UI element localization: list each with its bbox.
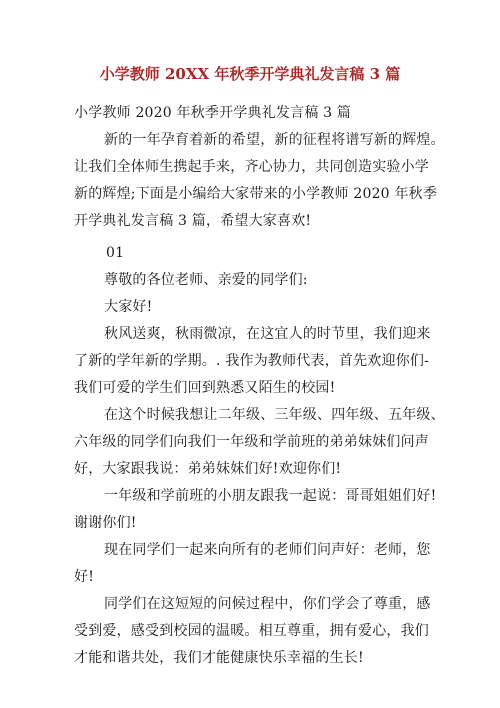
document-subtitle: 小学教师 2020 年秋季开学典礼发言稿 3 篇 — [74, 105, 352, 121]
text-line: 受到爱，感受到校园的温暖。相互尊重，拥有爱心，我们 — [74, 623, 429, 639]
text-line: 秋风送爽，秋雨微凉，在这宜人的时节里，我们迎来 — [104, 326, 431, 342]
text-line: 好! — [74, 569, 95, 585]
paragraph — [74, 483, 437, 537]
text-line: 六年级的同学们向我们一年级和学前班的弟弟妹妹们问声 — [74, 434, 429, 450]
text-line: 了新的学年新的学期。. 我作为教师代表，首先欢迎你们- — [74, 353, 430, 369]
text-line: 才能和谐共处，我们才能健康快乐幸福的生长! — [74, 650, 364, 666]
text-line: 开学典礼发言稿 3 篇，希望大家喜欢! — [74, 213, 312, 229]
text-line: 同学们在这短短的问候过程中，你们学会了尊重，感 — [104, 596, 431, 612]
section-number: 01 — [106, 245, 125, 261]
document-title: 小学教师 20XX 年秋季开学典礼发言稿 3 篇 — [99, 65, 401, 83]
text-line: 我们可爱的学生们回到熟悉又陌生的校园! — [74, 380, 336, 396]
paragraph — [74, 537, 430, 591]
text-line: 现在同学们一起来向所有的老师们问声好：老师，您 — [104, 542, 431, 558]
greeting-line: 尊敬的各位老师、亲爱的同学们: — [104, 272, 308, 288]
text-line: 让我们全体师生携起手来，齐心协力，共同创造实验小学 — [74, 159, 429, 175]
text-line: 好，大家跟我说：弟弟妹妹们好!欢迎你们! — [74, 461, 342, 477]
text-line: 谢谢你们! — [74, 515, 137, 531]
document-body — [74, 100, 445, 672]
text-line: 在这个时候我想让二年级、三年级、四年级、五年级、 — [104, 407, 445, 423]
text-line: 新的辉煌;下面是小编给大家带来的小学教师 2020 年秋季 — [74, 186, 438, 202]
paragraph — [74, 591, 430, 672]
paragraph — [74, 402, 445, 483]
text-line: 新的一年孕育着新的希望，新的征程将谱写新的辉煌。 — [104, 132, 445, 148]
greeting-line: 大家好! — [104, 299, 153, 315]
intro-paragraph — [74, 127, 445, 235]
paragraph — [74, 321, 430, 402]
text-line: 一年级和学前班的小朋友跟我一起说：哥哥姐姐们好! — [104, 488, 437, 504]
